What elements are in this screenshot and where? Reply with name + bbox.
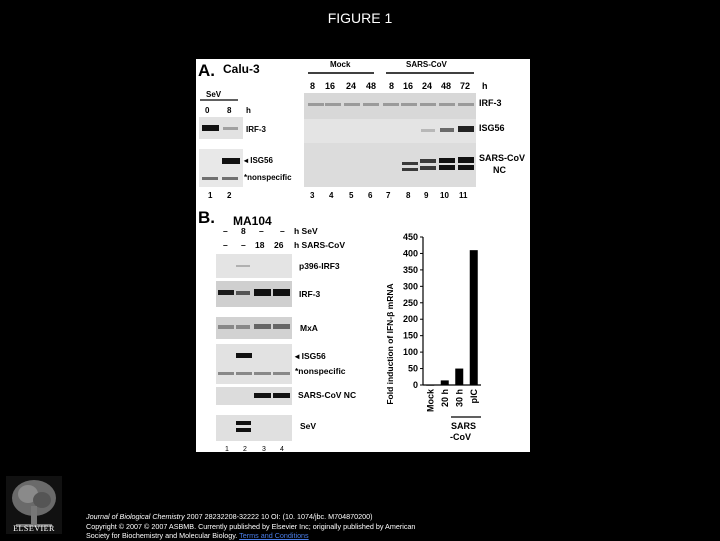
x-category-label: pIC	[468, 389, 479, 404]
bar	[470, 250, 478, 385]
figure-svg	[196, 59, 530, 452]
bar	[426, 385, 434, 386]
timepoint: 48	[366, 81, 377, 91]
sev-lane: 1	[208, 191, 213, 200]
group-label: SARS	[451, 421, 477, 431]
timepoint: 24	[346, 81, 357, 91]
group-label: -CoV	[450, 432, 471, 442]
blot-p396-irf3	[216, 254, 292, 278]
sev-lane: 2	[227, 191, 232, 200]
y-tick-label: 450	[402, 232, 418, 242]
lane-number: 3	[310, 191, 315, 200]
cond-sars: 26	[274, 240, 284, 250]
sev-time: 8	[227, 106, 232, 115]
label-b-isg56: ◂ ISG56	[295, 351, 326, 361]
mock-label: Mock	[330, 60, 351, 69]
cond-sev: –	[280, 226, 285, 236]
panel-b-cell-line: MA104	[233, 214, 272, 228]
label-b-nc: SARS-CoV NC	[298, 390, 357, 400]
b-lane: 3	[262, 446, 266, 452]
x-category-label: Mock	[425, 389, 436, 413]
citation: 2007 28232208-32222 10 OI: (10. 1074/jbc. M704870200)	[184, 512, 373, 521]
b-lane: 2	[243, 446, 247, 452]
chart-ylabel: Fold induction of IFN-β mRNA	[385, 283, 395, 405]
panel-a-letter: A.	[198, 61, 215, 80]
timepoint: 48	[441, 81, 452, 91]
label-isg56: ISG56	[479, 123, 505, 133]
cond-sev: 8	[241, 226, 246, 236]
timepoint-unit: h	[482, 81, 488, 91]
y-tick-label: 350	[402, 264, 418, 275]
cond-sev: –	[259, 226, 264, 236]
label-b-sev: SeV	[300, 421, 317, 431]
blot-b-isg56	[216, 344, 292, 384]
cond-sars: –	[241, 240, 246, 250]
lane-number: 9	[424, 191, 429, 200]
cond-sars: –	[223, 240, 228, 250]
y-tick-label: 150	[402, 330, 418, 341]
y-tick-label: 250	[402, 297, 418, 308]
lane-number: 4	[329, 191, 334, 200]
y-tick-label: 200	[402, 314, 418, 325]
timepoint: 8	[389, 81, 395, 91]
x-category-label: 20 h	[439, 389, 450, 408]
y-tick-label: 300	[402, 281, 418, 292]
label-nc: NC	[493, 165, 506, 175]
y-tick-label: 0	[412, 380, 418, 390]
cond-sev: –	[223, 226, 228, 236]
lane-number: 7	[386, 191, 391, 200]
terms-link[interactable]: Terms and Conditions	[239, 531, 309, 541]
cond-sars: 18	[255, 240, 265, 250]
y-tick-label: 100	[402, 347, 418, 358]
ifn-bar-chart	[385, 232, 481, 442]
sev-label: SeV	[206, 90, 222, 99]
slide-title: FIGURE 1	[327, 10, 393, 26]
timepoint: 72	[460, 81, 471, 91]
citation-footer	[86, 512, 706, 541]
lane-number: 11	[459, 191, 468, 200]
panel-a-cell-line: Calu-3	[223, 62, 260, 76]
cond-sev-label: h SeV	[294, 226, 318, 236]
sev-blot-isg56	[199, 149, 243, 187]
label-p396-irf3: p396-IRF3	[299, 261, 340, 271]
sev-label-nonspecific: *nonspecific	[244, 173, 292, 182]
sev-time: 0	[205, 106, 210, 115]
lane-number: 8	[406, 191, 411, 200]
lane-number: 6	[368, 191, 373, 200]
copyright: Copyright © 2007 © 2007 ASBMB. Currently published by Elsevier Inc; originally published by American	[86, 521, 416, 531]
y-tick-label: 50	[407, 363, 418, 374]
label-mxa: MxA	[300, 323, 318, 333]
sev-label-isg56: ◂ ISG56	[244, 156, 273, 165]
label-b-nonspecific: *nonspecific	[295, 366, 346, 376]
lane-number: 10	[440, 191, 449, 200]
b-lane: 1	[225, 446, 229, 452]
sars-label: SARS-CoV	[406, 60, 447, 69]
y-tick-label: 400	[402, 248, 418, 259]
timepoint: 24	[422, 81, 433, 91]
figure-image	[196, 59, 530, 452]
timepoint: 16	[403, 81, 414, 91]
elsevier-wordmark: ELSEVIER	[13, 524, 55, 533]
timepoint: 8	[310, 81, 316, 91]
timepoint: 16	[325, 81, 336, 91]
panel-b-letter: B.	[198, 208, 215, 227]
label-irf3: IRF-3	[479, 98, 502, 108]
label-b-irf3: IRF-3	[299, 289, 321, 299]
sev-label-irf3: IRF-3	[246, 125, 266, 134]
blot-b-sev	[216, 415, 292, 441]
sev-unit: h	[246, 106, 251, 115]
society: Society for Biochemistry and Molecular Biology.	[86, 531, 240, 541]
journal-name: Journal of Biological Chemistry	[86, 512, 185, 521]
x-category-label: 30 h	[454, 389, 465, 408]
b-lane: 4	[280, 446, 284, 452]
cond-sars-label: h SARS-CoV	[294, 240, 345, 250]
bar	[441, 380, 449, 385]
label-sars-cov: SARS-CoV	[479, 153, 526, 163]
bar	[455, 369, 463, 385]
lane-number: 5	[349, 191, 354, 200]
